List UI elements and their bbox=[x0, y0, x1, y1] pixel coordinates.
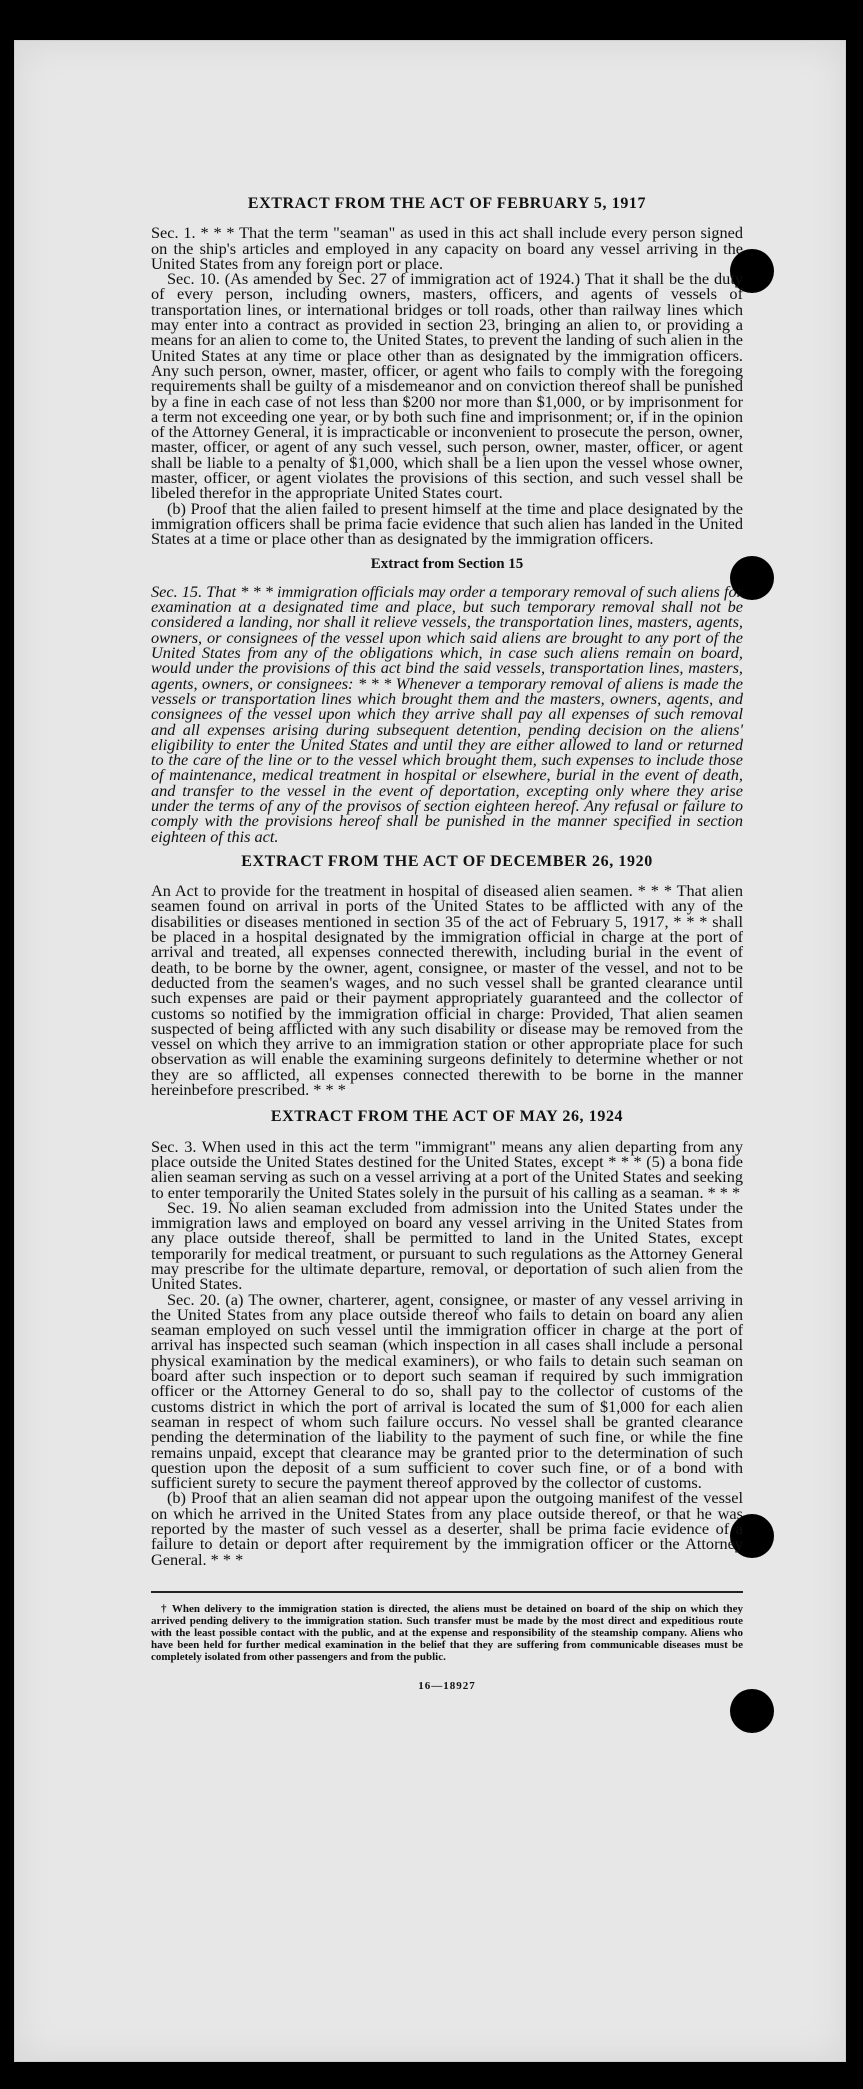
paragraph-sec-19: Sec. 19. No alien seaman excluded from admission into the United States under the immigration laws and employed on board any vessel arriving in the United States from any place outside thereof, shall be permitted to land in the United States, except temporarily for medical treatment, or pursuant to such regulations as the Attorney General may prescribe for the ultimate departure, removal, or deportation of such alien from the United States. bbox=[151, 1197, 743, 1294]
paragraph-sec-20b: (b) Proof that an alien seaman did not appear upon the outgoing manifest of the vessel on which he arrived in the United States from any place outside thereof, or that he was reported by the master of such vessel as a deserter, shall be prima facie evidence of a failure to detain or deport after requirement by the immigration officer or the Attorney General. * * * bbox=[151, 1488, 743, 1569]
heading-act-1920: EXTRACT FROM THE ACT OF DECEMBER 26, 1920 bbox=[241, 852, 653, 870]
paragraph-sec-1: Sec. 1. * * * That the term "seaman" as used in this act shall include every person signed on the ship's articles and employed in any capacity on board any vessel arriving in the United States from any foreign port or place. bbox=[151, 223, 743, 273]
paragraph-sec-20a: Sec. 20. (a) The owner, charterer, agent, consignee, or master of any vessel arriving in the United States from any place outside thereof who fails to detain on board any alien seaman employed on such vessel until the immigration officer in charge at the port of arrival has inspected such seaman (which inspection in all cases shall include a personal physical examination by the medical examiners), or who fails to detain such seaman on board after such inspection or to deport such seaman if required by such immigration officer or the Attorney General to do so, shall pay to the collector of customs of the customs district in which the port of arrival is located the sum of $1,000 for each alien seaman in respect of whom such failure occurs. No vessel shall be granted clearance pending the determination of the liability to the payment of such fine, or while the fine remains unpaid, except that clearance may be granted prior to the determination of such question upon the deposit of a sum sufficient to cover such fine, or of a bond with sufficient surety to secure the payment thereof approved by the collector of customs. bbox=[151, 1289, 743, 1493]
paragraph-sec-10b: (b) Proof that the alien failed to present himself at the time and place designated by the immigration officers shall be prima facie evidence that such alien has landed in the United States at a time or place other than as designated by the immigration officers. bbox=[151, 498, 743, 549]
footnote: † When delivery to the immigration station is directed, the aliens must be detained on board of the ship on which they arrived pending delivery to the immigration station. Such transfer must be made by the most direct and expeditious route with the least possible contact with the public, and at the expense and responsibility of the steamship company. Aliens who have been held for further medical examination in the belief that they are suffering from communicable diseases must be completely isolated from other passengers and from the public. bbox=[151, 1602, 743, 1663]
paragraph-sec-3: Sec. 3. When used in this act the term "immigrant" means any alien departing from any place outside the United States destined for the United States, except * * * (5) a bona fide alien seaman serving as such on a vessel arriving at a port of the United States and seeking to enter temporarily the United States solely in the pursuit of his calling as a seaman. * * * bbox=[151, 1136, 743, 1202]
punch-hole bbox=[730, 1689, 774, 1733]
document-body bbox=[151, 196, 743, 1694]
paragraph-sec-15: Sec. 15. That * * * immigration officials may order a temporary removal of such aliens for examination at a designated time and place, but such temporary removal shall not be considered a landing, nor shall it relieve vessels, the transportation lines, masters, agents, owners, or consignees of the vessel upon which said aliens are brought to any port of the United States from any of the obligations which, in case such aliens remain on board, would under the provisions of this act bind the said vessels, transportation lines, masters, agents, owners, or consignees: * * * Whenever a temporary removal of aliens is made the vessels or transportation lines which brought them and the masters, owners, agents, and consignees of the vessel upon which they arrive shall pay all expenses of such removal and all expenses arising during subsequent detention, pending decision on the aliens' eligibility to enter the United States and until they are either allowed to land or returned to the care of the line or to the vessel which brought them, such expenses to include those of maintenance, medical treatment in hospital or elsewhere, burial in the event of death, and transfer to the vessel in the event of deportation, excepting only where they arise under the terms of any of the provisos of section eighteen hereof. Any refusal or failure to comply with the provisions hereof shall be punished in the manner specified in section eighteen of this act. bbox=[151, 581, 743, 846]
form-number: 16—18927 bbox=[418, 1679, 476, 1692]
heading-section-15: Extract from Section 15 bbox=[370, 555, 524, 572]
paragraph-sec-10: Sec. 10. (As amended by Sec. 27 of immigration act of 1924.) That it shall be the duty of every person, including owners, masters, officers, and agents of vessels of transportation lines, or international bridges or toll roads, other than railway lines which may enter into a contract as provided in section 23, bringing an alien to, or providing a means for an alien to come to, the United States, to prevent the landing of such alien in the United States at any time or place other than as designated by the immigration officers. Any such person, owner, master, officer, or agent who fails to comply with the foregoing requirements shall be guilty of a misdemeanor and on conviction thereof shall be punished by a fine in each case of not less than $200 nor more than $1,000, or by imprisonment for a term not exceeding one year, or by both such fine and imprisonment; or, if in the opinion of the Attorney General, it is impracticable or inconvenient to prosecute the person, owner, master, officer, or agent of any such vessel, such person, owner, master, officer, or agent shall be liable to a penalty of $1,000, which shall be a lien upon the vessel whose owner, master, officer, or agent violates the provisions of this section, and such vessel shall be libeled therefor in the appropriate United States court. bbox=[151, 269, 743, 503]
heading-act-1917: EXTRACT FROM THE ACT OF FEBRUARY 5, 1917 bbox=[247, 195, 647, 212]
heading-act-1924: EXTRACT FROM THE ACT OF MAY 26, 1924 bbox=[270, 1108, 624, 1126]
paragraph-act-1920: An Act to provide for the treatment in hospital of diseased alien seamen. * * * That alien seamen found on arrival in ports of the United States to be afflicted with any of the disabilities or diseases mentioned in section 35 of the act of February 5, 1917, * * * shall be placed in a hospital designated by the immigration official in charge at the port of arrival and treated, all expenses connected therewith, including burial in the event of death, to be borne by the owner, agent, consignee, or master of the vessel, and not to be deducted from the seamen's wages, and no such vessel shall be granted clearance until such expenses are paid or their payment appropriately guaranteed and the collector of customs so notified by the immigration official in charge: Provided, That alien seamen suspected of being afflicted with any such disability or disease may be removed from the vessel on which they arrive to an immigration station or other appropriate place for such observation as will enable the examining surgeons definitely to determine whether or not they are so afflicted, all expenses connected therewith to be borne in the manner hereinbefore prescribed. * * * bbox=[151, 881, 743, 1100]
document-page bbox=[14, 40, 846, 2062]
footnote-divider bbox=[151, 1591, 743, 1593]
